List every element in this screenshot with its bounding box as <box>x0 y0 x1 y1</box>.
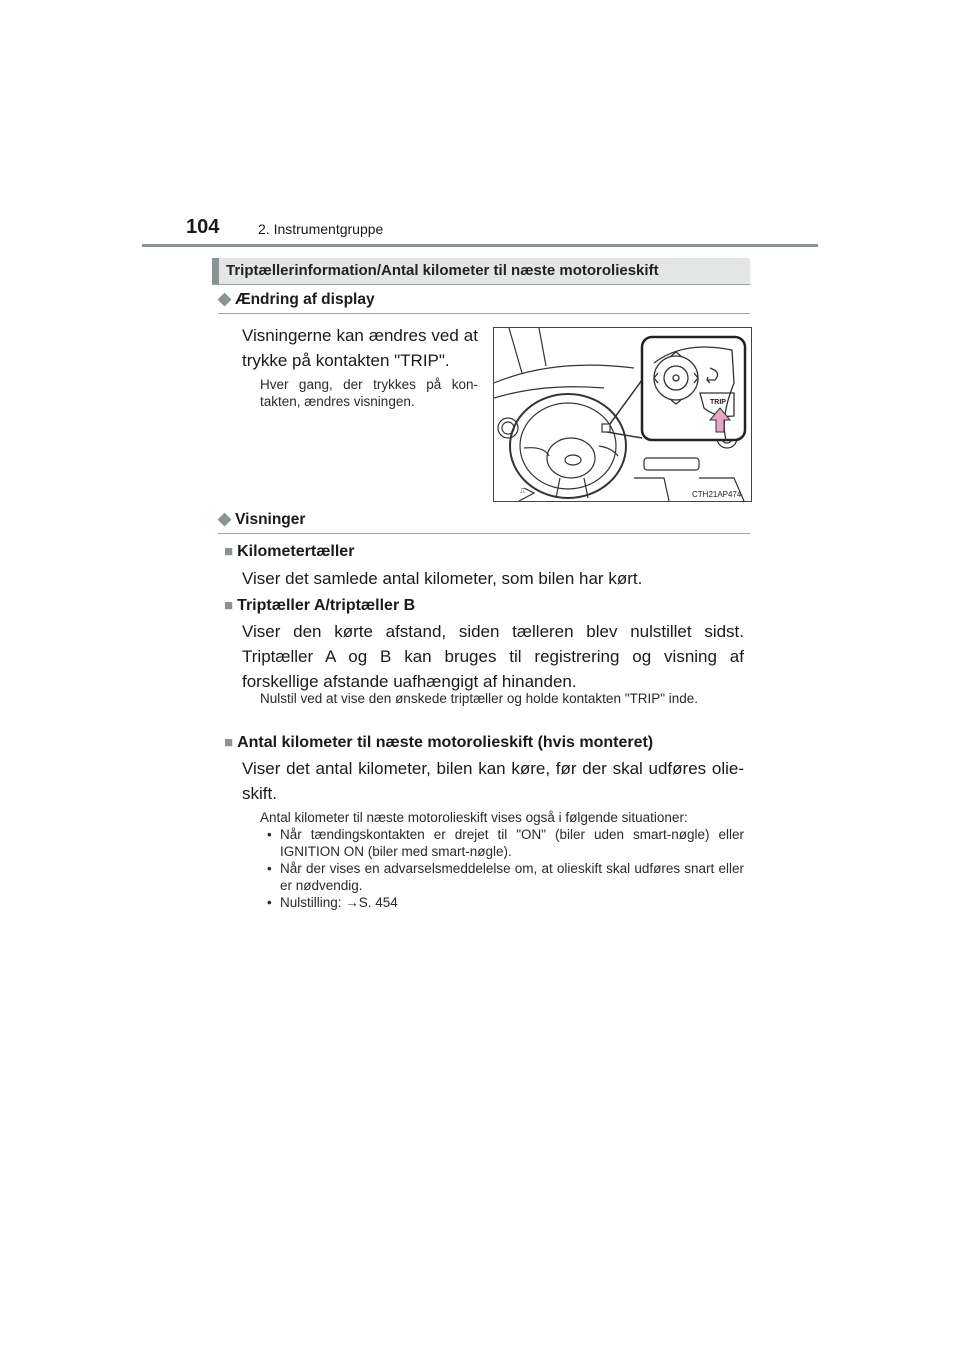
subheading-change-display <box>218 289 375 309</box>
steering-logo <box>565 455 581 465</box>
chapter-title: 2. Instrumentgruppe <box>258 221 384 237</box>
page-number: 104 <box>186 216 220 238</box>
section-title: Triptællerinformation/Antal kilometer til næste motorolieskift <box>226 262 659 279</box>
console-slot <box>644 458 699 470</box>
diamond-icon: ◆ <box>218 509 232 528</box>
subheading-rule <box>218 313 750 314</box>
callout-line <box>607 380 642 428</box>
item-heading-trip-meter <box>224 597 415 615</box>
zoom-box <box>642 337 745 440</box>
trip-button-label: TRIP <box>710 399 726 406</box>
item-note: Nulstil ved at vise den ønskede triptæller og holde kontakten "TRIP" inde. <box>260 691 699 706</box>
item-title: Kilometertæller <box>237 543 355 560</box>
square-icon: ■ <box>224 543 234 560</box>
note-line: takten, ændres visningen. <box>260 394 415 409</box>
subheading-text: Visninger <box>235 511 306 528</box>
header-rule <box>142 244 818 247</box>
bullet-list <box>262 826 744 911</box>
list-item <box>262 860 744 894</box>
diamond-icon: ◆ <box>218 289 232 308</box>
item-heading-odometer <box>224 543 354 561</box>
bullet-text: Nulstilling: →S. 454 <box>280 895 398 910</box>
steering-wheel-illustration <box>493 327 752 502</box>
square-icon: ■ <box>224 734 234 751</box>
subheading-text: Ændring af display <box>235 291 375 308</box>
change-display-note <box>260 376 478 410</box>
item-heading-oil-change <box>224 734 653 752</box>
item-note: Antal kilometer til næste motorolieskift vises også i følgende situationer: <box>260 810 688 825</box>
trip-button-location <box>602 424 610 432</box>
subheading-displays <box>218 509 305 529</box>
item-title: Antal kilometer til næste motorolieskift (hvis monteret) <box>237 734 654 751</box>
dashboard-line <box>494 365 634 383</box>
list-item <box>262 826 744 860</box>
steering-wheel-rim <box>510 394 626 498</box>
item-text: Viser det samlede antal kilometer, som bilen har kørt. <box>242 569 643 588</box>
steering-wheel-drawing <box>494 328 751 501</box>
vent-circle <box>498 418 518 438</box>
item-title: Triptæller A/triptæller B <box>237 597 416 614</box>
figure-code: CTH21AP474 <box>692 490 742 499</box>
note-line: Hver gang, der trykkes på kon- <box>260 377 478 392</box>
bullet-text: Når tændingskontakten er drejet til "ON" (biler uden smart-nøgle) eller IGNITION ON (biler med smart-nøgle). <box>280 827 744 859</box>
subheading-rule <box>218 533 750 534</box>
windshield-pillar <box>509 328 522 373</box>
change-display-text <box>242 323 478 373</box>
bullet-icon: • <box>267 861 272 876</box>
bullet-icon: • <box>267 827 272 842</box>
steering-wheel-hub <box>547 438 595 478</box>
text-line: Visningerne kan ændres ved at <box>242 326 478 345</box>
item-text: Viser det antal kilometer, bilen kan køre, før der skal udføres olie-skift. <box>242 759 744 803</box>
text-line: trykke på kontakten "TRIP". <box>242 351 450 370</box>
item-text: Viser den kørte afstand, siden tælleren blev nulstillet sidst. Triptæller A og B kan bruges til registrering og visning af forskellige afstande uafhængigt af hinanden. <box>242 622 744 691</box>
bullet-text: Når der vises en advarselsmeddelelse om, at olieskift skal udføres snart eller er nødvendig. <box>280 861 744 893</box>
svg-text:⎍: ⎍ <box>520 488 525 495</box>
list-item <box>262 894 744 911</box>
banner-accent-bar <box>212 258 219 284</box>
bullet-icon: • <box>267 895 272 910</box>
square-icon: ■ <box>224 597 234 614</box>
section-banner <box>212 258 750 285</box>
